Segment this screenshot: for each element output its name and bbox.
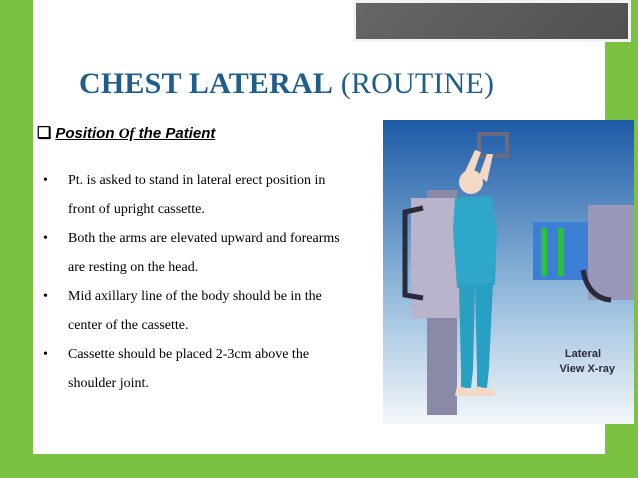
- caption-line-1: Lateral: [564, 348, 601, 360]
- subtitle-prefix: Position: [55, 125, 119, 142]
- checkbox-bullet-icon: ❑: [37, 125, 52, 142]
- caption-line-2: View X-ray: [559, 363, 615, 375]
- slide: [33, 0, 615, 454]
- header-thumbnail-image: [353, 0, 631, 42]
- slide-title: [79, 67, 494, 101]
- list-item: • Pt. is asked to stand in lateral erect position in front of upright cassette.: [55, 166, 355, 224]
- list-item: • Cassette should be placed 2-3cm above the shoulder joint.: [55, 340, 355, 398]
- subtitle-text: [55, 125, 215, 142]
- subtitle: [37, 123, 215, 143]
- subtitle-of: Of: [118, 126, 135, 142]
- list-item: • Both the arms are elevated upward and forearms are resting on the head.: [55, 224, 355, 282]
- title-bold: CHEST LATERAL: [79, 67, 334, 100]
- title-normal: (ROUTINE): [340, 67, 495, 100]
- list-item: • Mid axillary line of the body should be in the center of the cassette.: [55, 282, 355, 340]
- subtitle-suffix: the Patient: [134, 125, 216, 142]
- lateral-chest-xray-illustration: [383, 120, 634, 424]
- bullet-list: [55, 166, 355, 398]
